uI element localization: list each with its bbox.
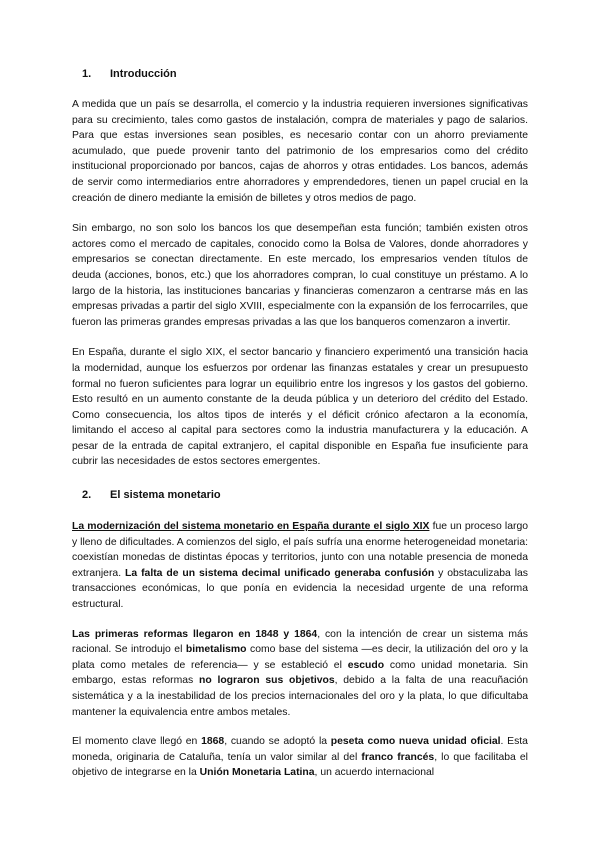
paragraph — [72, 734, 528, 781]
text-run: , debido a la falta de una reacuñación sistemática y a la inestabilidad de los precios internacionales del oro y la plata, lo que dificultaba mantener la equivalencia entre ambos metales. — [72, 675, 529, 718]
text-run: , con la intención de crear un sistema más racional. Se introdujo el — [72, 628, 528, 656]
section-heading-introduccion — [72, 66, 528, 82]
bold-text: 1868 — [201, 736, 225, 748]
bold-text: no lograron sus objetivos — [199, 675, 335, 687]
text-run: . Esta moneda, originaria de Cataluña, tenía un valor similar al del — [72, 736, 528, 763]
bold-text: franco francés — [361, 751, 435, 763]
text-run: y obstaculizaba las transacciones económicas, lo que ponía en evidencia la necesidad urgente de una reforma estructural. — [72, 567, 528, 611]
paragraph — [72, 519, 528, 613]
text-run: fue un proceso largo y lleno de dificultades. A comienzos del siglo, el país sufría una enorme heterogeneidad monetaria: coexistían monedas de distintas épocas y territorios, junto con una notable presencia de moneda extranjera. — [72, 521, 529, 579]
bold-text: peseta como nueva unidad oficial — [330, 736, 501, 748]
section-heading-sistema-monetario — [72, 487, 528, 503]
bold-text: La modernización del sistema monetario en España durante el siglo XIX — [72, 521, 430, 533]
text-run: , lo que facilitaba el objetivo de integrarse en la — [72, 751, 528, 779]
section-number: 2. — [82, 489, 92, 502]
bold-text: bimetalismo — [185, 644, 247, 656]
paragraph — [72, 627, 528, 721]
text-run: como unidad monetaria. Sin embargo, estas reformas — [72, 659, 528, 687]
text-run: como base del sistema —es decir, la utilización del oro y la plata como metales de referencia— y se estableció el — [72, 644, 529, 671]
text-run: El momento clave llegó en — [72, 736, 202, 748]
bold-text: La falta de un sistema decimal unificado generaba confusión — [125, 567, 435, 579]
paragraph: En España, durante el siglo XIX, el sector bancario y financiero experimentó una transición hacia la modernidad, aunque los esfuerzos por ordenar las finanzas estatales y crear un presupuesto formal no fueron suficientes para lograr un equilibrio entre los ingresos y los gastos del gobierno. Esto resultó en un aumento constante de la deuda pública y un deterioro del crédito del Estado. Como consecuencia, los altos tipos de interés y el déficit crónico afectaron a la economía, limitando el acceso al capital para sectores como la industria manufacturera y la educación. A pesar de la entrada de capital extranjero, el capital disponible en España fue insuficiente para cubrir las necesidades de estos sectores emergentes. — [72, 347, 528, 468]
paragraph: Sin embargo, no son solo los bancos los que desempeñan esta función; también existen otros actores como el mercado de capitales, conocido como la Bolsa de Valores, donde ahorradores y empresarios se conectan directamente. En este mercado, los empresarios venden títulos de deuda (acciones, bonos, etc.) que los ahorradores compran, lo cual constituye un préstamo. A lo largo de la historia, las instituciones bancarias y financieras comenzaron a centrarse más en las empresas privadas a partir del siglo XVIII, especialmente con la expansión de los ferrocarriles, que fueron las primeras grandes empresas privadas a las que los banqueros comenzaron a invertir. — [72, 223, 528, 328]
section-title: Introducción — [110, 68, 177, 80]
section-title: El sistema monetario — [110, 489, 221, 502]
text-run: , un acuerdo internacional — [314, 767, 435, 779]
bold-text: Las primeras reformas llegaron en 1848 y 1864 — [72, 628, 318, 640]
document-body — [72, 66, 528, 795]
section-number: 1. — [82, 68, 92, 80]
bold-text: Unión Monetaria Latina — [199, 767, 315, 779]
text-run: , cuando se adoptó la — [224, 736, 331, 748]
bold-text: escudo — [347, 659, 385, 671]
paragraph: A medida que un país se desarrolla, el comercio y la industria requieren inversiones significativas para su crecimiento, tales como gastos de instalación, compra de materiales y pago de salarios. Para que estas inversiones sean posibles, es necesario contar con un ahorro previamente acumulado, que puede provenir tanto del patrimonio de los empresarios como del crédito institucional proporcionado por bancos, cajas de ahorros y otras entidades. Los bancos, además de servir como intermediarios entre ahorradores y emprendedores, tienen un papel crucial en la creación de dinero mediante la emisión de billetes y otros medios de pago. — [72, 99, 528, 204]
